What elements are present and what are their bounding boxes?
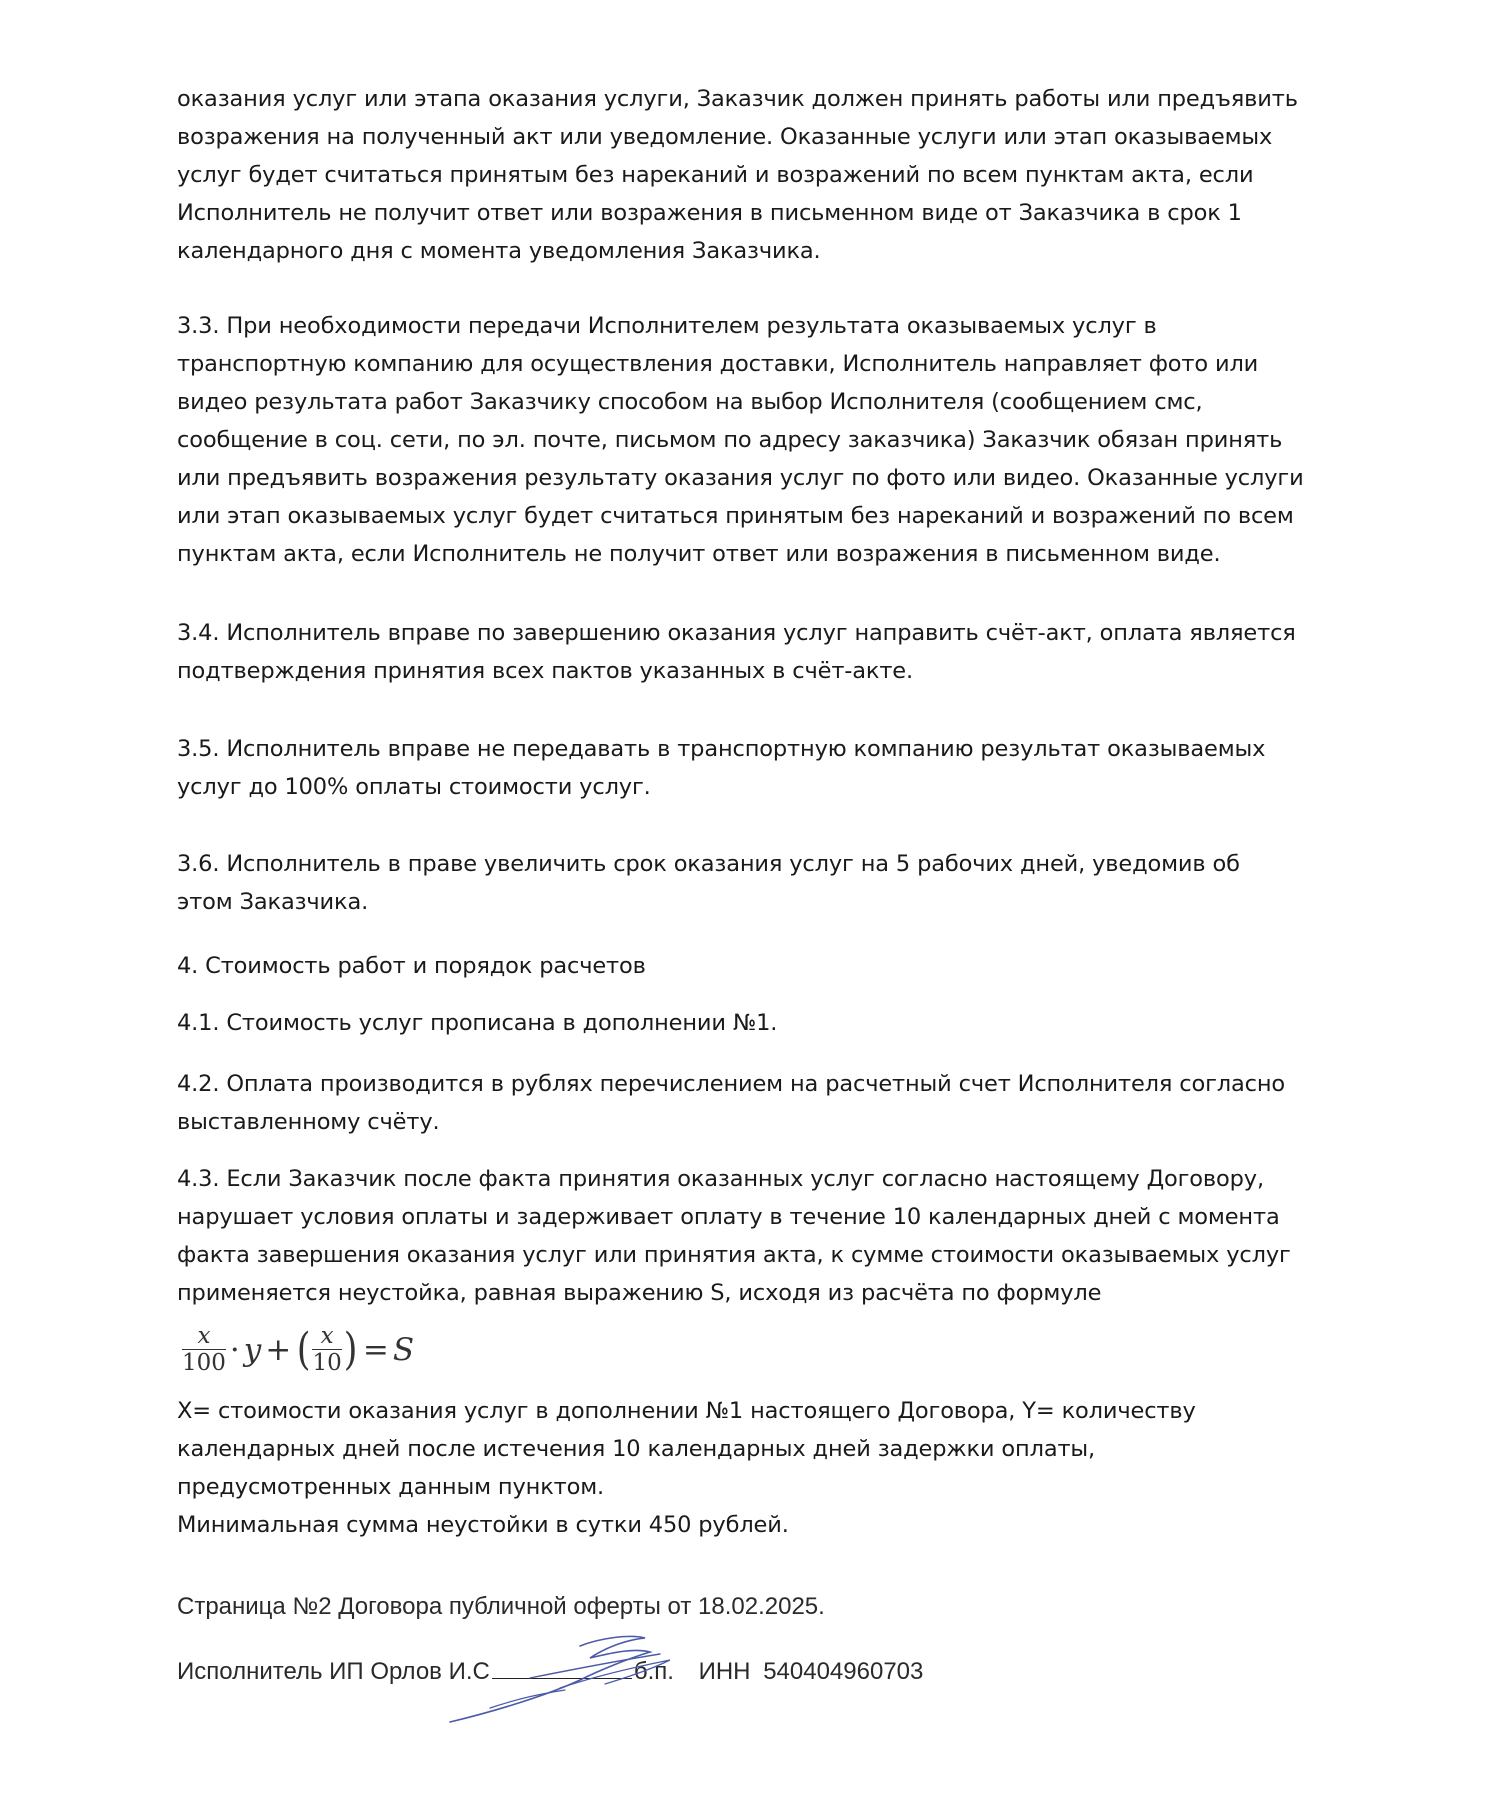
fraction-x-over-100 [182,1323,226,1376]
text-line: 3.5. Исполнитель вправе не передавать в транспортную компанию результат оказываемых [177,736,1266,762]
text-line: календарного дня с момента уведомления Заказчика. [177,238,821,264]
penalty-formula [182,1323,414,1376]
text-line: X= стоимости оказания услуг в дополнении №1 настоящего Договора, Y= количеству [177,1398,1196,1424]
text-line: пунктам акта, если Исполнитель не получит ответ или возражения в письменном виде. [177,541,1221,567]
section-heading-4: 4. Стоимость работ и порядок расчетов [177,953,646,979]
text-line: оказания услуг или этапа оказания услуги, Заказчик должен принять работы или предъявить [177,86,1298,112]
paragraph-3-6 [177,845,1367,921]
paragraph-4-2 [177,1065,1367,1141]
text-line: применяется неустойка, равная выражению S, исходя из расчёта по формуле [177,1280,1102,1306]
paragraph-3-3 [177,307,1367,573]
text-line: сообщение в соц. сети, по эл. почте, письмом по адресу заказчика) Заказчик обязан принять [177,427,1283,453]
text-line: 4.2. Оплата производится в рублях перечислением на расчетный счет Исполнителя согласно [177,1071,1286,1097]
paragraph-4-1: 4.1. Стоимость услуг прописана в дополнении №1. [177,1010,778,1036]
text-line: Минимальная сумма неустойки в сутки 450 рублей. [177,1512,789,1538]
page-footer-note: Страница №2 Договора публичной оферты от 18.02.2025. [177,1593,825,1620]
paragraph-3-5 [177,730,1367,806]
paragraph-3-2-continued [177,80,1367,270]
text-line: этом Заказчика. [177,889,369,915]
fraction-denominator: 10 [312,1350,342,1376]
handwritten-signature [430,1618,710,1728]
text-line: 3.4. Исполнитель вправе по завершению оказания услуг направить счёт-акт, оплата является [177,620,1296,646]
text-line: 3.6. Исполнитель в праве увеличить срок оказания услуг на 5 рабочих дней, уведомив об [177,851,1240,877]
text-line: услуг будет считаться принятым без нареканий и возражений по всем пунктам акта, если [177,162,1254,188]
text-line: календарных дней после истечения 10 календарных дней задержки оплаты, [177,1436,1096,1462]
text-line: нарушает условия оплаты и задерживает оплату в течение 10 календарных дней с момента [177,1204,1280,1230]
paragraph-variables [177,1392,1367,1544]
executor-label: Исполнитель ИП Орлов И.С [177,1658,490,1685]
plus-sign: + [265,1331,292,1368]
text-line: 4.3. Если Заказчик после факта принятия оказанных услуг согласно настоящему Договору, [177,1166,1264,1192]
text-line: видео результата работ Заказчику способом на выбор Исполнителя (сообщением смс, [177,389,1203,415]
fraction-x-over-10 [312,1323,341,1376]
text-line: подтверждения принятия всех пактов указанных в счёт-акте. [177,658,913,684]
fraction-denominator: 100 [182,1350,226,1376]
equals-sign: = [362,1331,389,1368]
variable-s: S [392,1331,415,1368]
text-line: услуг до 100% оплаты стоимости услуг. [177,774,651,800]
bp-label: б.п. [633,1658,674,1685]
inn-label: ИНН [698,1658,751,1685]
paragraph-3-4 [177,614,1367,690]
text-line: или предъявить возражения результату оказания услуг по фото или видео. Оказанные услуги [177,465,1304,491]
text-line: предусмотренных данным пунктом. [177,1474,605,1500]
text-line: транспортную компанию для осуществления доставки, Исполнитель направляет фото или [177,351,1259,377]
text-line: возражения на полученный акт или уведомление. Оказанные услуги или этап оказываемых [177,124,1273,150]
inn-value: 540404960703 [763,1658,924,1685]
text-line: Исполнитель не получит ответ или возражения в письменном виде от Заказчика в срок 1 [177,200,1242,226]
variable-y: y [243,1331,262,1368]
multiply-dot: · [229,1331,240,1368]
text-line: факта завершения оказания услуг или принятия акта, к сумме стоимости оказываемых услуг [177,1242,1291,1268]
fraction-numerator: x [197,1323,211,1349]
text-line: выставленному счёту. [177,1109,440,1135]
right-paren: ) [343,1323,358,1375]
paragraph-4-3 [177,1160,1367,1312]
text-line: 3.3. При необходимости передачи Исполнителем результата оказываемых услуг в [177,313,1157,339]
text-line: или этап оказываемых услуг будет считаться принятым без нареканий и возражений по всем [177,503,1294,529]
fraction-numerator: x [320,1323,334,1349]
left-paren: ( [296,1323,311,1375]
